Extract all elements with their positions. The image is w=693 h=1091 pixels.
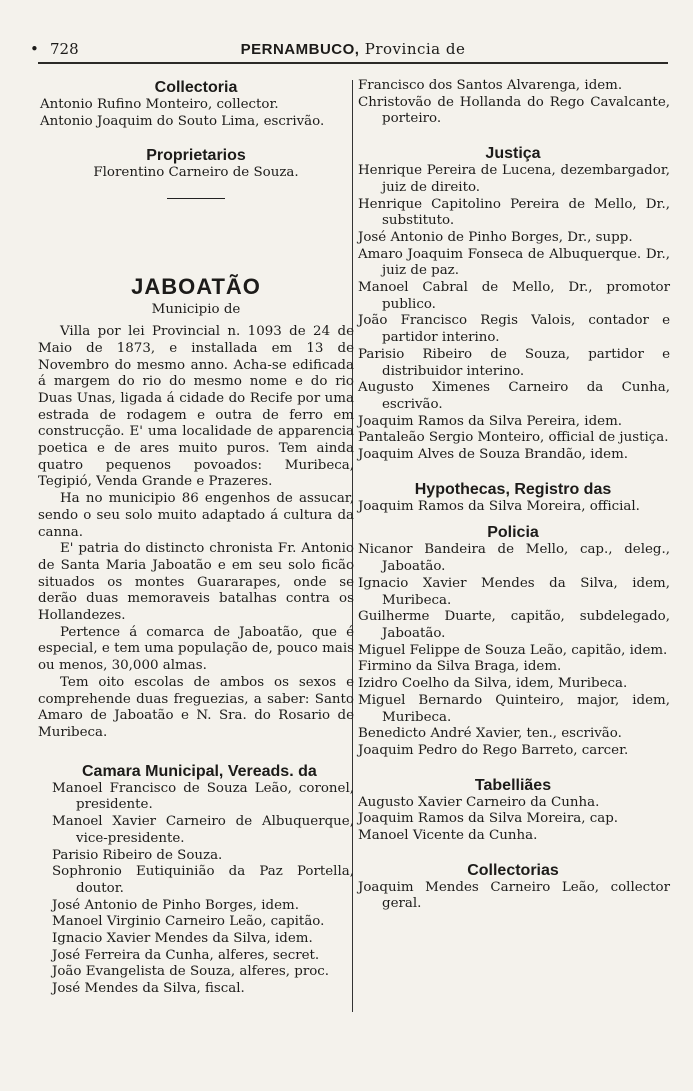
proprietarios-heading: Proprietarios xyxy=(146,147,246,165)
list-item: José Antonio de Pinho Borges, idem. xyxy=(52,897,299,913)
list-item: Joaquim Ramos da Silva Moreira, official. xyxy=(358,498,640,514)
list-item: Manoel Xavier Carneiro de Albuquerque, vice-presidente. xyxy=(52,814,354,846)
collectoria-list xyxy=(38,97,354,130)
camara-heading: Camara Municipal, Vereads. da xyxy=(82,762,317,780)
list-item: Ignacio Xavier Mendes da Silva, idem, Muribeca. xyxy=(358,575,670,608)
running-title xyxy=(38,40,668,58)
page-header xyxy=(30,40,668,64)
town-title: JABOATÃO xyxy=(131,274,261,300)
town-subtitle: Municipio de xyxy=(151,302,241,318)
list-item: Amaro Joaquim Fonseca de Albuquerque. Dr., juiz de paz. xyxy=(358,246,670,279)
list-item: Joaquim Ramos da Silva Moreira, cap. xyxy=(358,811,619,827)
camara-list xyxy=(38,781,354,998)
list-item: Benedicto André Xavier, ten., escrivão. xyxy=(358,726,622,742)
list-item: Joaquim Alves de Souza Brandão, idem. xyxy=(358,447,629,463)
list-item: João Francisco Regis Valois, contador e partidor interino. xyxy=(358,313,670,346)
list-item: Florentino Carneiro de Souza. xyxy=(93,165,299,181)
list-item: José Mendes da Silva, fiscal. xyxy=(52,981,245,997)
list-item: Manoel Francisco de Souza Leão, coronel, presidente. xyxy=(52,780,354,813)
description-paragraph: E' patria do distincto chronista Fr. Antonio de Santa Maria Jaboatão e em seu solo ficão situados os montes Guararapes, onde se derão duas memoraveis batalhas contra os Hollandezes. xyxy=(38,541,354,624)
list-item: Antonio Joaquim do Souto Lima, escrivão. xyxy=(40,113,325,129)
list-item: Christovão de Hollanda do Rego Cavalcante, porteiro. xyxy=(358,94,670,127)
list-item: Henrique Capitolino Pereira de Mello, Dr., substituto. xyxy=(358,196,670,229)
collectoria-heading: Collectoria xyxy=(154,79,238,96)
list-item: Joaquim Pedro do Rego Barreto, carcer. xyxy=(358,742,629,758)
collectorias-heading: Collectorias xyxy=(467,861,559,879)
list-item: José Antonio de Pinho Borges, Dr., supp. xyxy=(358,229,633,245)
tabelliaes-list xyxy=(356,795,670,845)
list-item: Henrique Pereira de Lucena, dezembargador, juiz de direito. xyxy=(358,163,670,195)
description-paragraph: Ha no municipio 86 engenhos de assucar, sendo o seu solo muito adaptado á cultura da canna. xyxy=(38,491,354,540)
list-item: Ignacio Xavier Mendes da Silva, idem. xyxy=(52,931,313,947)
list-item: Miguel Felippe de Souza Leão, capitão, idem. xyxy=(358,642,668,658)
list-item: Nicanor Bandeira de Mello, cap., deleg., Jaboatão. xyxy=(358,542,670,575)
town-description xyxy=(38,324,354,742)
list-item: Augusto Xavier Carneiro da Cunha. xyxy=(358,794,600,810)
right-column xyxy=(356,78,670,913)
list-item: Manoel Cabral de Mello, Dr., promotor publico. xyxy=(358,280,670,312)
list-item: Parisio Ribeiro de Souza, partidor e distribuidor interino. xyxy=(358,346,670,379)
running-title-province: PERNAMBUCO, xyxy=(240,41,360,58)
list-item: Joaquim Mendes Carneiro Leão, collector geral. xyxy=(358,879,670,912)
list-item: Guilherme Duarte, capitão, subdelegado, Jaboatão. xyxy=(358,609,670,641)
list-item: Pantaleão Sergio Monteiro, official de justiça. xyxy=(358,430,669,446)
continued-list xyxy=(356,78,670,128)
page-number: 728 xyxy=(50,40,79,58)
list-item: Antonio Rufino Monteiro, collector. xyxy=(40,97,279,112)
list-item: João Evangelista de Souza, alferes, proc. xyxy=(52,964,330,980)
description-paragraph: Pertence á comarca de Jaboatão, que é especial, e tem uma população de, pouco mais ou menos, 30,000 almas. xyxy=(38,624,354,674)
description-paragraph: Villa por lei Provincial n. 1093 de 24 de Maio de 1873, e installada em 13 de Novembro do mesmo anno. Acha-se edificada á margem do rio do mesmo nome e do rio Duas Unas, ligada á cidade do Recife por uma estrada de rodagem e outra de ferro em construcção. E' uma localidade de apparencia poetica e de ares muito puros. Tem ainda quatro pequenos povoados: Muribeca, Tegipió, Venda Grande e Prazeres. xyxy=(38,324,354,490)
list-item: Parisio Ribeiro de Souza. xyxy=(52,847,223,863)
running-title-rest: Provincia de xyxy=(364,40,466,58)
list-item: Sophronio Eutiquinião da Paz Portella, doutor. xyxy=(52,864,354,896)
policia-list xyxy=(356,542,670,759)
justica-list xyxy=(356,163,670,464)
left-column xyxy=(38,78,354,998)
policia-heading: Policia xyxy=(487,524,539,542)
list-item: Miguel Bernardo Quinteiro, major, idem, Muribeca. xyxy=(358,692,670,725)
list-item: Augusto Ximenes Carneiro da Cunha, escrivão. xyxy=(358,380,670,412)
list-item: Francisco dos Santos Alvarenga, idem. xyxy=(358,78,623,93)
description-paragraph: Tem oito escolas de ambos os sexos e comprehende duas freguezias, a saber: Santo Amaro de Jaboatão e N. Sra. do Rosario de Muribeca. xyxy=(38,674,354,740)
justica-heading: Justiça xyxy=(485,145,541,163)
list-item: Joaquim Ramos da Silva Pereira, idem. xyxy=(358,413,623,429)
list-item: Izidro Coelho da Silva, idem, Muribeca. xyxy=(358,676,628,692)
list-item: Firmino da Silva Braga, idem. xyxy=(358,659,562,675)
hypothecas-heading: Hypothecas, Registro das xyxy=(414,480,612,498)
header-bullet: • xyxy=(30,40,39,58)
list-item: José Ferreira da Cunha, alferes, secret. xyxy=(52,947,320,963)
list-item: Manoel Virginio Carneiro Leão, capitão. xyxy=(52,914,325,930)
list-item: Manoel Vicente da Cunha. xyxy=(358,828,538,844)
tabelliaes-heading: Tabelliães xyxy=(474,776,552,794)
